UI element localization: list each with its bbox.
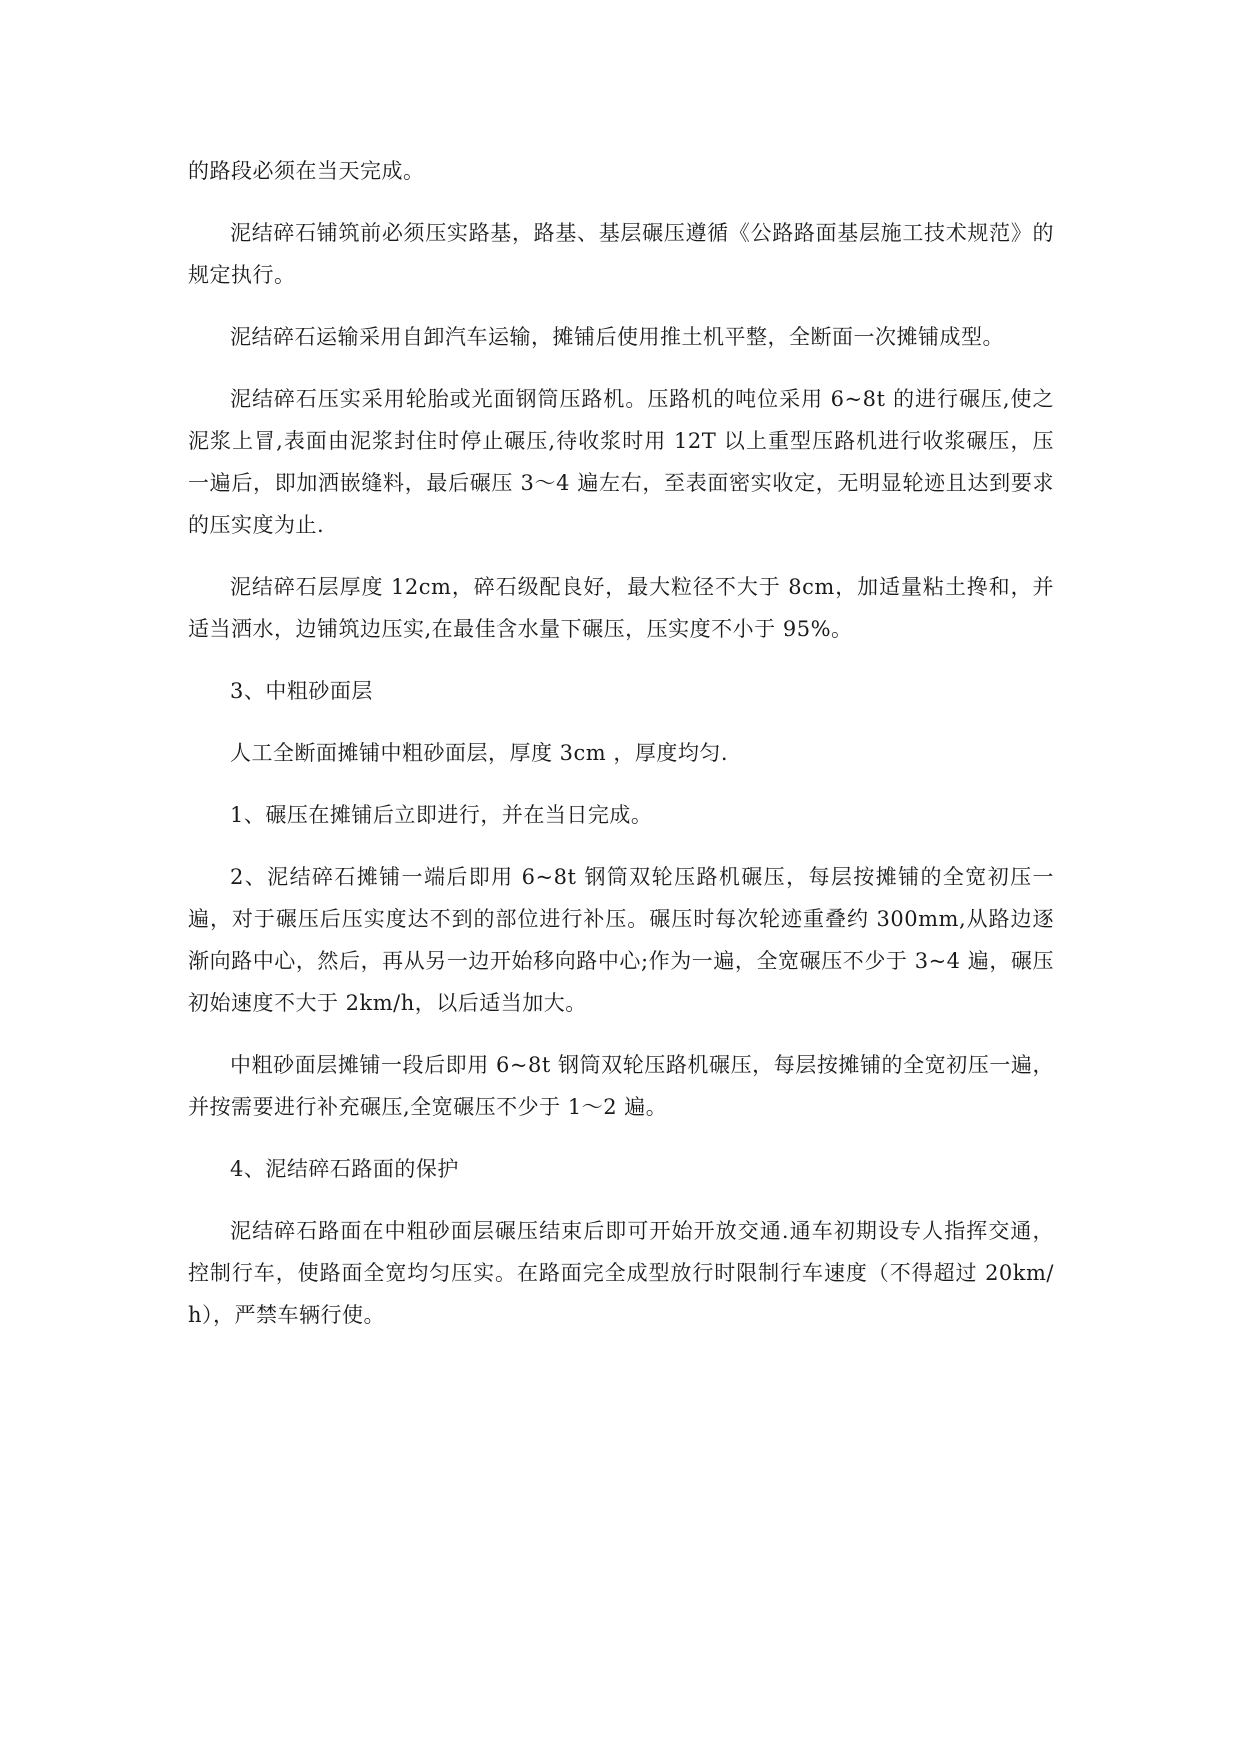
section-heading-sand-layer: 3、中粗砂面层: [230, 679, 373, 703]
paragraph-roadbed: 泥结碎石铺筑前必须压实路基，路基、基层碾压遵循《公路路面基层施工技术规范》的规定执行。: [188, 221, 1054, 287]
paragraph-rolling-method: 2、泥结碎石摊铺一端后即用 6~8t 钢筒双轮压路机碾压，每层按摊铺的全宽初压一遍，对于碾压后压实度达不到的部位进行补压。碾压时每次轮迹重叠约 300mm,从路边逐渐向路中心，然后，再从另一边开始移向路中心;作为一遍，全宽碾压不少于 3~4 遍，碾压初始速度不大于 2km/h，以后适当加大。: [188, 865, 1054, 1015]
document-page: [188, 150, 1054, 1356]
section-heading-protection: 4、泥结碎石路面的保护: [230, 1157, 459, 1181]
paragraph-transport: 泥结碎石运输采用自卸汽车运输，摊铺后使用推土机平整，全断面一次摊铺成型。: [230, 325, 1004, 349]
paragraph-rolling-same-day: 1、碾压在摊铺后立即进行，并在当日完成。: [230, 803, 653, 827]
paragraph-layer-thickness: 泥结碎石层厚度 12cm，碎石级配良好，最大粒径不大于 8cm，加适量粘土搀和，并适当洒水，边铺筑边压实,在最佳含水量下碾压，压实度不小于 95%。: [188, 575, 1054, 641]
paragraph-traffic: 泥结碎石路面在中粗砂面层碾压结束后即可开始开放交通.通车初期设专人指挥交通，控制行车，使路面全宽均匀压实。在路面完全成型放行时限制行车速度（不得超过 20km/h），严禁车辆行使。: [188, 1219, 1055, 1327]
paragraph-continuation: 的路段必须在当天完成。: [188, 159, 425, 183]
paragraph-sand-rolling: 中粗砂面层摊铺一段后即用 6~8t 钢筒双轮压路机碾压，每层按摊铺的全宽初压一遍，并按需要进行补充碾压,全宽碾压不少于 1～2 遍。: [188, 1053, 1054, 1119]
paragraph-compaction: 泥结碎石压实采用轮胎或光面钢筒压路机。压路机的吨位采用 6~8t 的进行碾压,使之泥浆上冒,表面由泥浆封住时停止碾压,待收浆时用 12T 以上重型压路机进行收浆碾压，压一遍后，即加洒嵌缝料，最后碾压 3～4 遍左右，至表面密实收定，无明显轮迹且达到要求的压实度为止.: [188, 387, 1054, 537]
paragraph-sand-paving: 人工全断面摊铺中粗砂面层，厚度 3cm ，厚度均匀.: [230, 741, 729, 765]
